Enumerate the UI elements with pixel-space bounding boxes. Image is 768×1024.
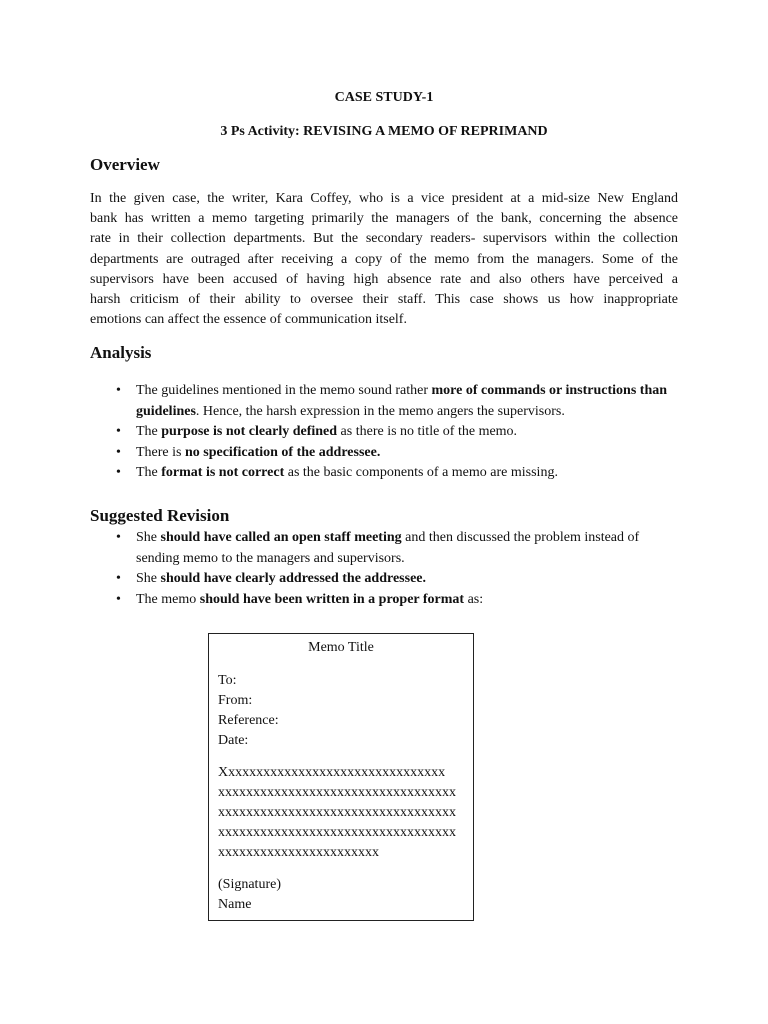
- analysis-heading: Analysis: [90, 343, 152, 362]
- memo-body-line: xxxxxxxxxxxxxxxxxxxxxxxxxxxxxxxxxx: [218, 805, 456, 820]
- item-text: and then discussed the problem instead of sending memo to the managers and supervisors.: [136, 530, 640, 566]
- memo-format-box: [208, 633, 474, 921]
- revision-list: [90, 528, 678, 610]
- activity-title: 3 Ps Activity: REVISING A MEMO OF REPRIMAND: [220, 124, 548, 139]
- item-emphasis: format is not correct: [161, 465, 285, 480]
- list-item: [90, 463, 678, 484]
- list-item: [90, 443, 678, 464]
- memo-reference-field: Reference:: [218, 713, 279, 728]
- item-emphasis: more of commands or instructions than guidelines: [136, 383, 668, 419]
- item-emphasis: no specification of the addressee.: [184, 444, 381, 460]
- bullet-icon: •: [116, 444, 121, 460]
- case-study-title: CASE STUDY-1: [334, 90, 434, 105]
- list-item: [90, 381, 678, 422]
- memo-date-field: Date:: [218, 733, 249, 748]
- list-item: [90, 569, 678, 590]
- item-text: as:: [464, 591, 484, 607]
- overview-paragraph: [90, 189, 678, 330]
- overview-line: rate in their collection departments. But the secondary readers- supervisors within the collection: [90, 231, 678, 247]
- item-emphasis: should have clearly addressed the addressee.: [160, 571, 426, 586]
- item-text: The memo: [136, 591, 200, 607]
- overview-heading: Overview: [90, 155, 160, 174]
- bullet-icon: •: [116, 591, 121, 607]
- memo-title: Memo Title: [308, 640, 374, 655]
- bullet-icon: •: [116, 424, 121, 439]
- memo-body-line: xxxxxxxxxxxxxxxxxxxxxxxxxxxxxxxxxx: [218, 785, 456, 800]
- overview-line: departments are outraged after receiving a copy of the memo from the managers. Some of the: [90, 251, 678, 267]
- item-text: The guidelines mentioned in the memo sound rather: [136, 383, 432, 398]
- memo-body-line: xxxxxxxxxxxxxxxxxxxxxxxxxxxxxxxxxx: [218, 825, 456, 840]
- item-text: There is: [136, 444, 185, 460]
- overview-line: In the given case, the writer, Kara Coffey, who is a vice president at a mid-size New England: [90, 191, 678, 206]
- overview-line: bank has written a memo targeting primarily the managers of the bank, concerning the absence: [90, 211, 678, 227]
- bullet-icon: •: [116, 571, 121, 586]
- overview-line: supervisors have been accused of having high absence rate and also others have perceived a: [90, 271, 678, 287]
- item-text: The: [136, 465, 162, 480]
- memo-from-field: From:: [218, 693, 253, 708]
- list-item: [90, 422, 678, 443]
- item-text: She: [136, 530, 161, 545]
- item-text: as the basic components of a memo are missing.: [284, 465, 558, 480]
- list-item: [90, 528, 678, 569]
- item-emphasis: should have been written in a proper format: [199, 591, 465, 607]
- item-text: She: [136, 571, 161, 586]
- item-text: . Hence, the harsh expression in the memo angers the supervisors.: [195, 403, 565, 419]
- bullet-icon: •: [116, 465, 121, 480]
- item-emphasis: should have called an open staff meeting: [160, 530, 402, 545]
- suggested-revision-heading: Suggested Revision: [90, 506, 230, 525]
- item-text: The: [136, 424, 162, 439]
- overview-line: emotions can affect the essence of communication itself.: [90, 312, 407, 328]
- item-text: as there is no title of the memo.: [337, 424, 518, 439]
- bullet-icon: •: [116, 383, 121, 398]
- memo-signature: (Signature): [218, 877, 281, 892]
- memo-body-line: xxxxxxxxxxxxxxxxxxxxxxx: [218, 845, 379, 860]
- overview-line: harsh criticism of their ability to oversee their staff. This case shows us how inappropriate: [90, 292, 678, 308]
- item-emphasis: purpose is not clearly defined: [161, 424, 338, 439]
- memo-to-field: To:: [218, 673, 237, 688]
- memo-name: Name: [218, 897, 252, 912]
- memo-body-line: Xxxxxxxxxxxxxxxxxxxxxxxxxxxxxxxx: [218, 765, 446, 780]
- analysis-list: [90, 381, 678, 484]
- bullet-icon: •: [116, 530, 121, 545]
- list-item: [90, 590, 678, 611]
